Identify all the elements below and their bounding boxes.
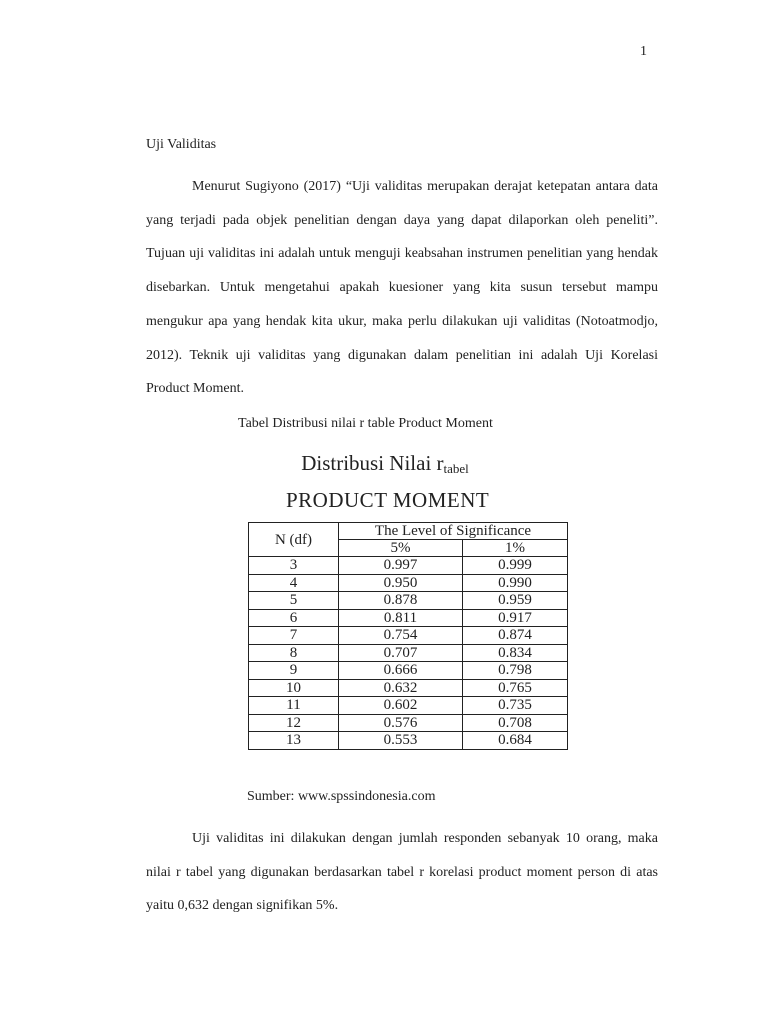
table-source: Sumber: www.spssindonesia.com <box>247 789 436 804</box>
cell-1-percent: 0.834 <box>463 644 568 662</box>
header-level: The Level of Significance <box>339 523 568 540</box>
cell-5-percent: 0.754 <box>339 627 463 645</box>
table-row <box>249 697 568 715</box>
cell-5-percent: 0.950 <box>339 574 463 592</box>
header-1-percent: 1% <box>463 540 568 557</box>
cell-5-percent: 0.576 <box>339 714 463 732</box>
table-row <box>249 714 568 732</box>
table-row <box>249 679 568 697</box>
cell-n: 3 <box>249 557 339 575</box>
cell-n: 7 <box>249 627 339 645</box>
table-title-subscript: tabel <box>443 461 469 476</box>
page-number: 1 <box>640 44 647 59</box>
cell-1-percent: 0.735 <box>463 697 568 715</box>
paragraph-1-text: Menurut Sugiyono (2017) “Uji validitas merupakan derajat ketepatan antara data yang terjadi pada objek penelitian dengan daya yang dapat dilaporkan oleh peneliti”. Tujuan uji validitas ini adalah untuk menguji keabsahan instrumen penelitian yang hendak disebarkan. Untuk mengetahui apakah kuesioner yang kita susun tersebut mampu mengukur apa yang hendak kita ukur, maka perlu dilakukan uji validitas (Notoatmodjo, 2012). Teknik uji validitas yang digunakan dalam penelitian ini adalah Uji Korelasi Product Moment. <box>146 179 658 397</box>
table-body <box>249 557 568 750</box>
cell-1-percent: 0.917 <box>463 609 568 627</box>
cell-1-percent: 0.798 <box>463 662 568 680</box>
cell-n: 9 <box>249 662 339 680</box>
cell-1-percent: 0.990 <box>463 574 568 592</box>
paragraph-2 <box>146 822 658 923</box>
table-subtitle: PRODUCT MOMENT <box>286 488 490 512</box>
cell-5-percent: 0.878 <box>339 592 463 610</box>
cell-n: 12 <box>249 714 339 732</box>
cell-n: 10 <box>249 679 339 697</box>
cell-5-percent: 0.632 <box>339 679 463 697</box>
cell-1-percent: 0.684 <box>463 732 568 750</box>
cell-5-percent: 0.811 <box>339 609 463 627</box>
table-title <box>0 451 768 477</box>
table-row <box>249 609 568 627</box>
cell-1-percent: 0.765 <box>463 679 568 697</box>
cell-1-percent: 0.874 <box>463 627 568 645</box>
cell-5-percent: 0.666 <box>339 662 463 680</box>
table-row <box>249 592 568 610</box>
cell-1-percent: 0.999 <box>463 557 568 575</box>
cell-5-percent: 0.602 <box>339 697 463 715</box>
cell-n: 6 <box>249 609 339 627</box>
paragraph-1 <box>146 170 658 406</box>
table-row <box>249 574 568 592</box>
table-title-main: Distribusi Nilai r <box>301 451 444 475</box>
cell-1-percent: 0.708 <box>463 714 568 732</box>
table-caption: Tabel Distribusi nilai r table Product Moment <box>238 416 493 431</box>
cell-n: 4 <box>249 574 339 592</box>
table-row <box>249 627 568 645</box>
cell-5-percent: 0.997 <box>339 557 463 575</box>
table-row <box>249 644 568 662</box>
cell-n: 8 <box>249 644 339 662</box>
paragraph-2-text: Uji validitas ini dilakukan dengan jumlah responden sebanyak 10 orang, maka nilai r tabel yang digunakan berdasarkan tabel r korelasi product moment person di atas yaitu 0,632 dengan signifikan 5%. <box>146 831 658 914</box>
cell-5-percent: 0.553 <box>339 732 463 750</box>
header-n: N (df) <box>249 523 339 557</box>
cell-1-percent: 0.959 <box>463 592 568 610</box>
table-row <box>249 732 568 750</box>
cell-5-percent: 0.707 <box>339 644 463 662</box>
cell-n: 5 <box>249 592 339 610</box>
section-heading: Uji Validitas <box>146 137 217 152</box>
cell-n: 13 <box>249 732 339 750</box>
cell-n: 11 <box>249 697 339 715</box>
header-5-percent: 5% <box>339 540 463 557</box>
table-row <box>249 662 568 680</box>
table-row <box>249 557 568 575</box>
r-table <box>248 522 568 750</box>
